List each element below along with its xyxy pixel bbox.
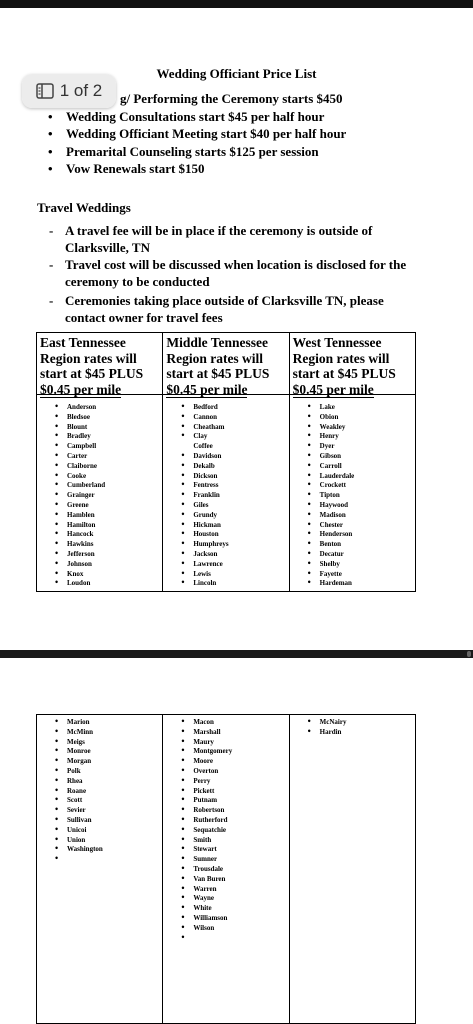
region-header-line: Region rates will bbox=[40, 350, 137, 366]
county-item: • Washington bbox=[37, 845, 162, 855]
county-item bbox=[163, 934, 288, 944]
county-item: • Meigs bbox=[37, 738, 162, 748]
county-item: • Claiborne bbox=[37, 462, 162, 472]
region-rate: $0.45 per mile bbox=[292, 381, 374, 397]
service-item: • Wedding Officiant Meeting start $40 per half hour bbox=[44, 125, 346, 143]
county-item: • Wayne bbox=[163, 894, 288, 904]
region-header-line: start at $45 PLUS bbox=[166, 366, 270, 381]
page-indicator[interactable] bbox=[22, 74, 116, 108]
travel-weddings-heading: Travel Weddings bbox=[37, 200, 131, 215]
county-item: • Dyer bbox=[290, 442, 415, 452]
county-item: • Hardin bbox=[290, 728, 415, 738]
west-counties-cell-continued bbox=[289, 715, 415, 1024]
county-item: • Roane bbox=[37, 787, 162, 797]
county-item: • McMinn bbox=[37, 728, 162, 738]
county-item: • Crockett bbox=[290, 481, 415, 491]
region-header-line: start at $45 PLUS bbox=[292, 366, 396, 381]
county-item: • Dickson bbox=[163, 472, 288, 482]
viewer-top-bar bbox=[0, 0, 473, 8]
county-list-middle-continued bbox=[163, 715, 288, 945]
county-item: • Giles bbox=[163, 501, 288, 511]
region-header-line: Region rates will bbox=[292, 350, 390, 366]
county-item: • Humphreys bbox=[163, 540, 288, 550]
county-item: • Marshall bbox=[163, 728, 288, 738]
county-item: • Jefferson bbox=[37, 550, 162, 560]
county-item: • Moore bbox=[163, 757, 288, 767]
county-item: • Fayette bbox=[290, 570, 415, 580]
east-counties-cell bbox=[37, 395, 163, 592]
county-item: • Knox bbox=[37, 570, 162, 580]
county-item: • Lawrence bbox=[163, 560, 288, 570]
county-item: • Scott bbox=[37, 796, 162, 806]
county-item: • Maury bbox=[163, 738, 288, 748]
county-item: • Tipton bbox=[290, 491, 415, 501]
county-item: • Sumner bbox=[163, 855, 288, 865]
county-list-middle bbox=[163, 395, 288, 591]
county-item: • Dekalb bbox=[163, 462, 288, 472]
document-title: Wedding Officiant Price List bbox=[156, 66, 317, 81]
county-item: • Trousdale bbox=[163, 865, 288, 875]
middle-counties-cell-continued bbox=[163, 715, 289, 1024]
region-header-line: East Tennessee bbox=[40, 335, 126, 350]
county-item: • Unicoi bbox=[37, 826, 162, 836]
region-header-line: West Tennessee bbox=[292, 335, 382, 350]
service-item: • Premarital Counseling starts $125 per session bbox=[44, 143, 346, 161]
county-item: • Bradley bbox=[37, 432, 162, 442]
county-item: • Lauderdale bbox=[290, 472, 415, 482]
county-item: • Obion bbox=[290, 413, 415, 423]
scrollbar-thumb[interactable] bbox=[467, 651, 471, 657]
travel-notes-list bbox=[46, 222, 415, 290]
east-counties-cell-continued bbox=[37, 715, 163, 1024]
county-item: • Blount bbox=[37, 423, 162, 433]
county-item: • Morgan bbox=[37, 757, 162, 767]
county-item: • Madison bbox=[290, 511, 415, 521]
county-item: • Perry bbox=[163, 777, 288, 787]
county-item: • Sevier bbox=[37, 806, 162, 816]
county-item: • Van Buren bbox=[163, 875, 288, 885]
region-rates-table-continued bbox=[36, 714, 416, 1024]
travel-note: - A travel fee will be in place if the ceremony is outside of Clarksville, TN bbox=[46, 222, 415, 256]
county-item: • Monroe bbox=[37, 747, 162, 757]
county-item: • Hawkins bbox=[37, 540, 162, 550]
county-item: • Cooke bbox=[37, 472, 162, 482]
west-counties-cell bbox=[289, 395, 415, 592]
county-item: • Stewart bbox=[163, 845, 288, 855]
county-item: • Fentress bbox=[163, 481, 288, 491]
county-list-east-continued bbox=[37, 715, 162, 867]
page-separator bbox=[0, 650, 473, 658]
county-item: • Bledsoe bbox=[37, 413, 162, 423]
county-item: Coffee bbox=[193, 442, 213, 451]
county-item: • Smith bbox=[163, 836, 288, 846]
region-rate: $0.45 per mile bbox=[40, 381, 122, 397]
county-item: • Carroll bbox=[290, 462, 415, 472]
travel-notes-list-2 bbox=[46, 292, 415, 326]
service-item: • Vow Renewals start $150 bbox=[44, 160, 346, 178]
county-item: • Davidson bbox=[163, 452, 288, 462]
county-item: • Johnson bbox=[37, 560, 162, 570]
county-item: • Pickett bbox=[163, 787, 288, 797]
county-item: • Gibson bbox=[290, 452, 415, 462]
county-item: • Warren bbox=[163, 885, 288, 895]
document-page-2[interactable] bbox=[0, 658, 473, 1024]
county-item: • Putnam bbox=[163, 796, 288, 806]
region-header-middle bbox=[163, 333, 289, 395]
county-item: • Hickman bbox=[163, 521, 288, 531]
county-item: • Houston bbox=[163, 530, 288, 540]
document-page-1[interactable] bbox=[0, 8, 473, 650]
county-item: • Lake bbox=[290, 403, 415, 413]
county-item: • Rutherford bbox=[163, 816, 288, 826]
travel-note: - Ceremonies taking place outside of Clarksville TN, please contact owner for travel fees bbox=[46, 292, 415, 326]
county-item: • Carter bbox=[37, 452, 162, 462]
county-item: • Marion bbox=[37, 718, 162, 728]
county-item: • Hamilton bbox=[37, 521, 162, 531]
county-item: • Wilson bbox=[163, 924, 288, 934]
county-item: • Loudon bbox=[37, 579, 162, 589]
county-item: • Campbell bbox=[37, 442, 162, 452]
county-item: • Benton bbox=[290, 540, 415, 550]
county-item: • Weakley bbox=[290, 423, 415, 433]
county-item: • Polk bbox=[37, 767, 162, 777]
region-header-line: Region rates will bbox=[166, 350, 264, 366]
county-item: • Hamblen bbox=[37, 511, 162, 521]
county-item: • Jackson bbox=[163, 550, 288, 560]
county-item: • Franklin bbox=[163, 491, 288, 501]
service-item: • Wedding Consultations start $45 per half hour bbox=[44, 108, 346, 126]
county-item: • Macon bbox=[163, 718, 288, 728]
middle-counties-cell bbox=[163, 395, 289, 592]
county-item: • Anderson bbox=[37, 403, 162, 413]
county-item: • Montgomery bbox=[163, 747, 288, 757]
region-header-line: Middle Tennessee bbox=[166, 335, 268, 350]
county-item: • Chester bbox=[290, 521, 415, 531]
county-item: • McNairy bbox=[290, 718, 415, 728]
county-item: • Cannon bbox=[163, 413, 288, 423]
county-item: • Hancock bbox=[37, 530, 162, 540]
county-item: • Sullivan bbox=[37, 816, 162, 826]
county-item: • Cumberland bbox=[37, 481, 162, 491]
county-item: • Clay bbox=[163, 432, 288, 442]
county-item: • Grundy bbox=[163, 511, 288, 521]
county-item bbox=[37, 855, 162, 865]
county-item: • Williamson bbox=[163, 914, 288, 924]
county-list-west-continued bbox=[290, 715, 415, 740]
county-item: • Shelby bbox=[290, 560, 415, 570]
county-item: • Robertson bbox=[163, 806, 288, 816]
county-item: • Henderson bbox=[290, 530, 415, 540]
service-item: g/ Performing the Ceremony starts $450 bbox=[120, 91, 343, 106]
county-item: • Lewis bbox=[163, 570, 288, 580]
region-rates-table bbox=[36, 332, 416, 592]
county-item: • Bedford bbox=[163, 403, 288, 413]
county-item: • Union bbox=[37, 836, 162, 846]
page-indicator-label: 1 of 2 bbox=[59, 81, 103, 100]
county-item: • Rhea bbox=[37, 777, 162, 787]
county-item: • Lincoln bbox=[163, 579, 288, 589]
county-list-east bbox=[37, 395, 162, 591]
region-header-west bbox=[289, 333, 415, 395]
county-item: • Haywood bbox=[290, 501, 415, 511]
county-item: • Sequatchie bbox=[163, 826, 288, 836]
page-thumbnail-icon bbox=[36, 83, 54, 99]
county-item: • Grainger bbox=[37, 491, 162, 501]
county-item: • White bbox=[163, 904, 288, 914]
county-list-west bbox=[290, 395, 415, 591]
county-item: • Cheatham bbox=[163, 423, 288, 433]
region-header-line: start at $45 PLUS bbox=[40, 366, 144, 381]
region-header-east bbox=[37, 333, 163, 395]
region-rate: $0.45 per mile bbox=[166, 381, 248, 397]
travel-note: - Travel cost will be discussed when location is disclosed for the ceremony to be conducted bbox=[46, 256, 415, 290]
county-item: • Hardeman bbox=[290, 579, 415, 589]
county-item: • Overton bbox=[163, 767, 288, 777]
county-item: • Greene bbox=[37, 501, 162, 511]
county-item: • Henry bbox=[290, 432, 415, 442]
county-item: • Decatur bbox=[290, 550, 415, 560]
